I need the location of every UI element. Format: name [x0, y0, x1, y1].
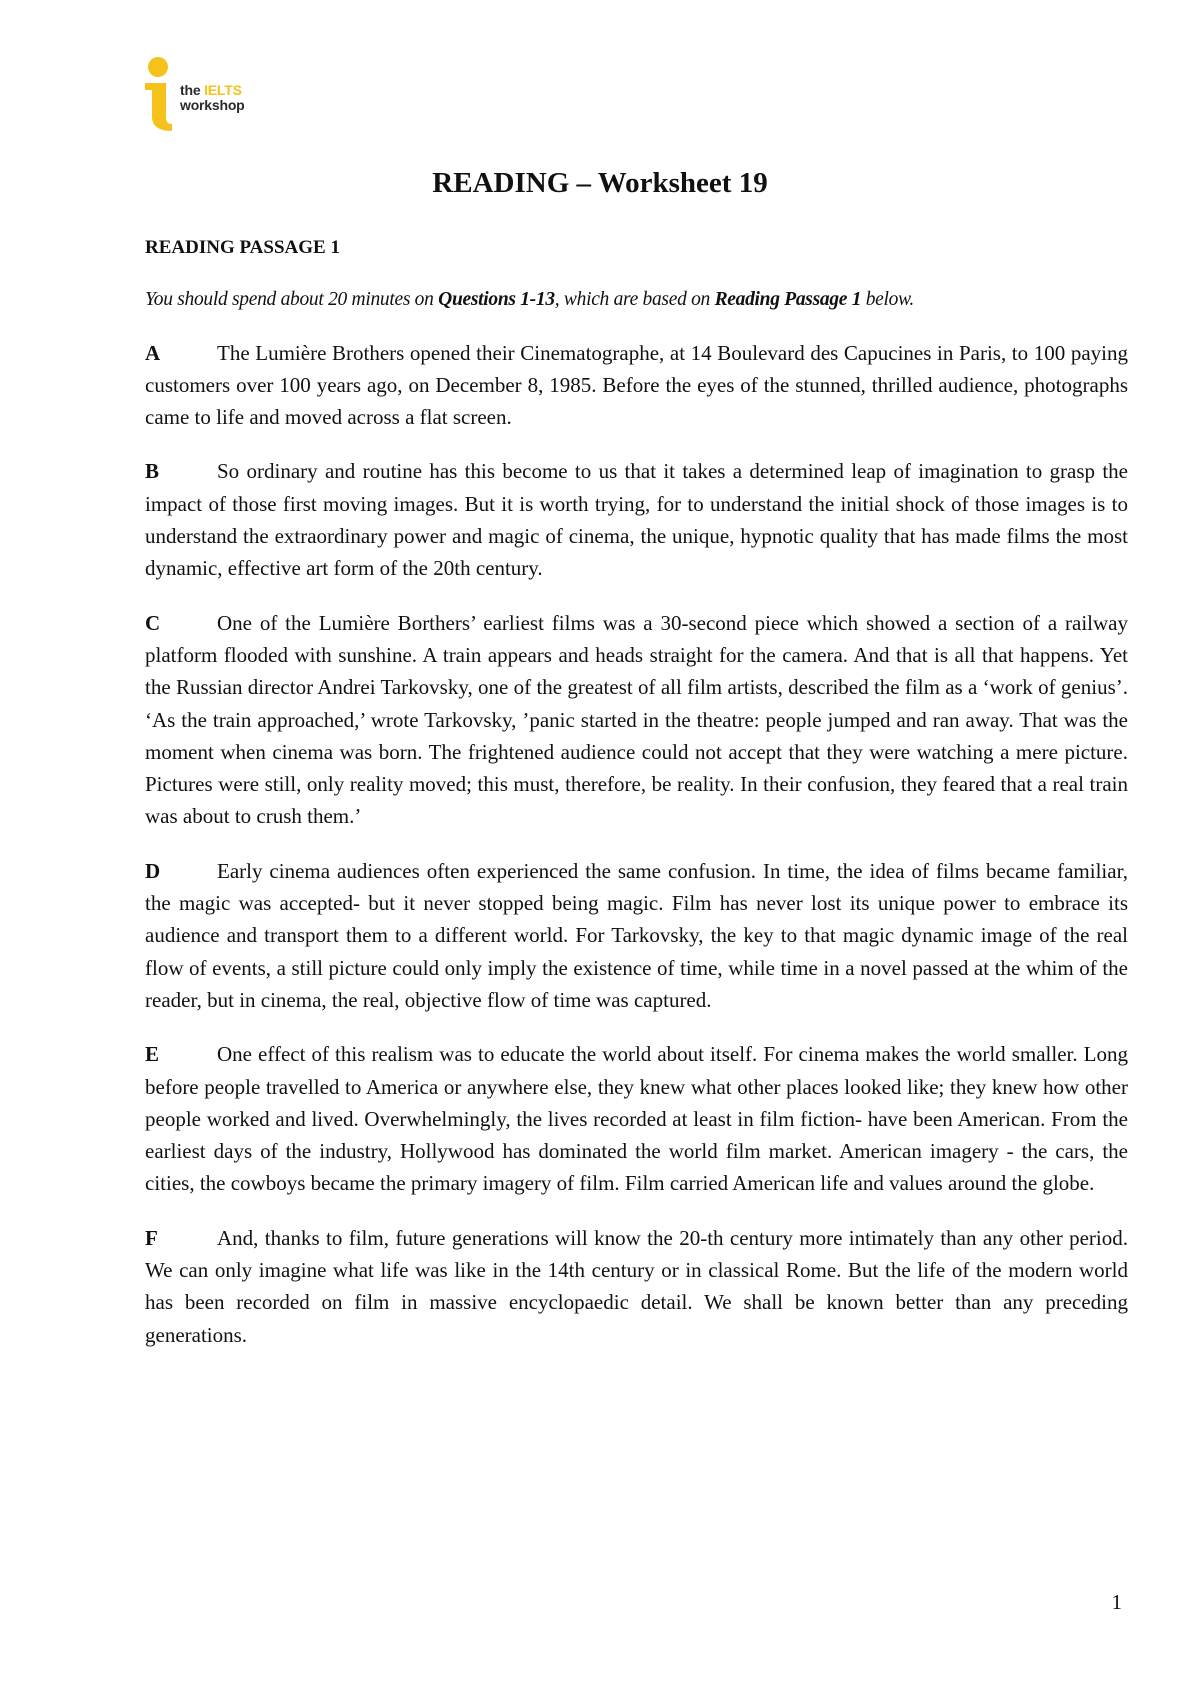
paragraph-text: So ordinary and routine has this become to us that it takes a determined leap of imagination to grasp the impact of those first moving images. But it is worth trying, for to understand the initial shock of those images is to understand the extraordinary power and magic of cinema, the unique, hypnotic quality that has made films the most dynamic, effective art form of the 20th century. — [145, 459, 1128, 581]
logo-word-ielts: IELTS — [204, 82, 242, 98]
paragraph-letter: B — [145, 459, 160, 484]
logo-word-workshop: workshop — [180, 97, 245, 113]
passage-reference: Reading Passage 1 — [714, 289, 862, 311]
i-logo-icon — [144, 56, 174, 132]
reading-content — [145, 232, 1128, 1373]
instruction-text: You should spend about 20 minutes on Questions 1-13, which are based on Reading Passage 1 below. — [145, 289, 914, 311]
paragraph-text: And, thanks to film, future generations will know the 20-th century more intimately than any other period. We can only imagine what life was like in the 14th century or in classical Rome. But the life of the modern world has been recorded on film in massive encyclopaedic detail. We shall be known better than any preceding generations. — [145, 1225, 1128, 1347]
paragraph-text: Early cinema audiences often experienced the same confusion. In time, the idea of films became familiar, the magic was accepted- but it never stopped being magic. Film has never lost its unique power to embrace its audience and transport them to a different world. For Tarkovsky, the key to that magic dynamic image of the real flow of events, a still picture could only imply the existence of time, while time in a novel passed at the whim of the reader, but in cinema, the real, objective flow of time was captured. — [145, 858, 1128, 1012]
logo-word-the: the — [180, 82, 205, 98]
paragraph-a — [145, 337, 1128, 434]
paragraph-c — [145, 607, 1128, 833]
paragraph-b — [145, 455, 1128, 584]
paragraph-text: One of the Lumière Borthers’ earliest films was a 30-second piece which showed a section of a railway platform flooded with sunshine. A train appears and heads straight for the camera. And that is all that happens. Yet the Russian director Andrei Tarkovsky, one of the greatest of all film artists, described the film as a ‘work of genius’. ‘As the train approached,’ wrote Tarkovsky, ’panic started in the theatre: people jumped and ran away. That was the moment when cinema was born. The frightened audience could not accept that they were watching a mere picture. Pictures were still, only reality moved; this must, therefore, be reality. In their confusion, they feared that a real train was about to crush them.’ — [145, 610, 1128, 829]
page-number: 1 — [1111, 1590, 1122, 1614]
paragraph-d — [145, 855, 1128, 1016]
paragraph-e — [145, 1038, 1128, 1199]
paragraph-letter: D — [145, 858, 161, 883]
paragraph-letter: C — [145, 610, 161, 635]
paragraph-text: One effect of this realism was to educate the world about itself. For cinema makes the world smaller. Long before people travelled to America or anywhere else, they knew what other places looked like; they knew how other people worked and lived. Overwhelmingly, the lives recorded at least in film fiction- have been American. From the earliest days of the industry, Hollywood has dominated the world film market. American imagery - the cars, the cities, the cowboys became the primary imagery of film. Film carried American life and values around the globe. — [145, 1042, 1128, 1196]
paragraph-letter: A — [145, 340, 161, 365]
section-heading: READING PASSAGE 1 — [145, 237, 340, 258]
paragraph-letter: E — [145, 1042, 160, 1067]
paragraph-f — [145, 1222, 1128, 1351]
questions-range: Questions 1-13 — [438, 289, 555, 311]
paragraph-text: The Lumière Brothers opened their Cinematographe, at 14 Boulevard des Capucines in Paris, to 100 paying customers over 100 years ago, on December 8, 1985. Before the eyes of the stunned, thrilled audience, photographs came to life and moved across a flat screen. — [145, 340, 1128, 430]
ielts-workshop-logo — [144, 56, 264, 132]
logo-wordmark — [180, 83, 245, 113]
worksheet-title: READING – Worksheet 19 — [432, 167, 768, 199]
paragraph-letter: F — [145, 1225, 158, 1250]
